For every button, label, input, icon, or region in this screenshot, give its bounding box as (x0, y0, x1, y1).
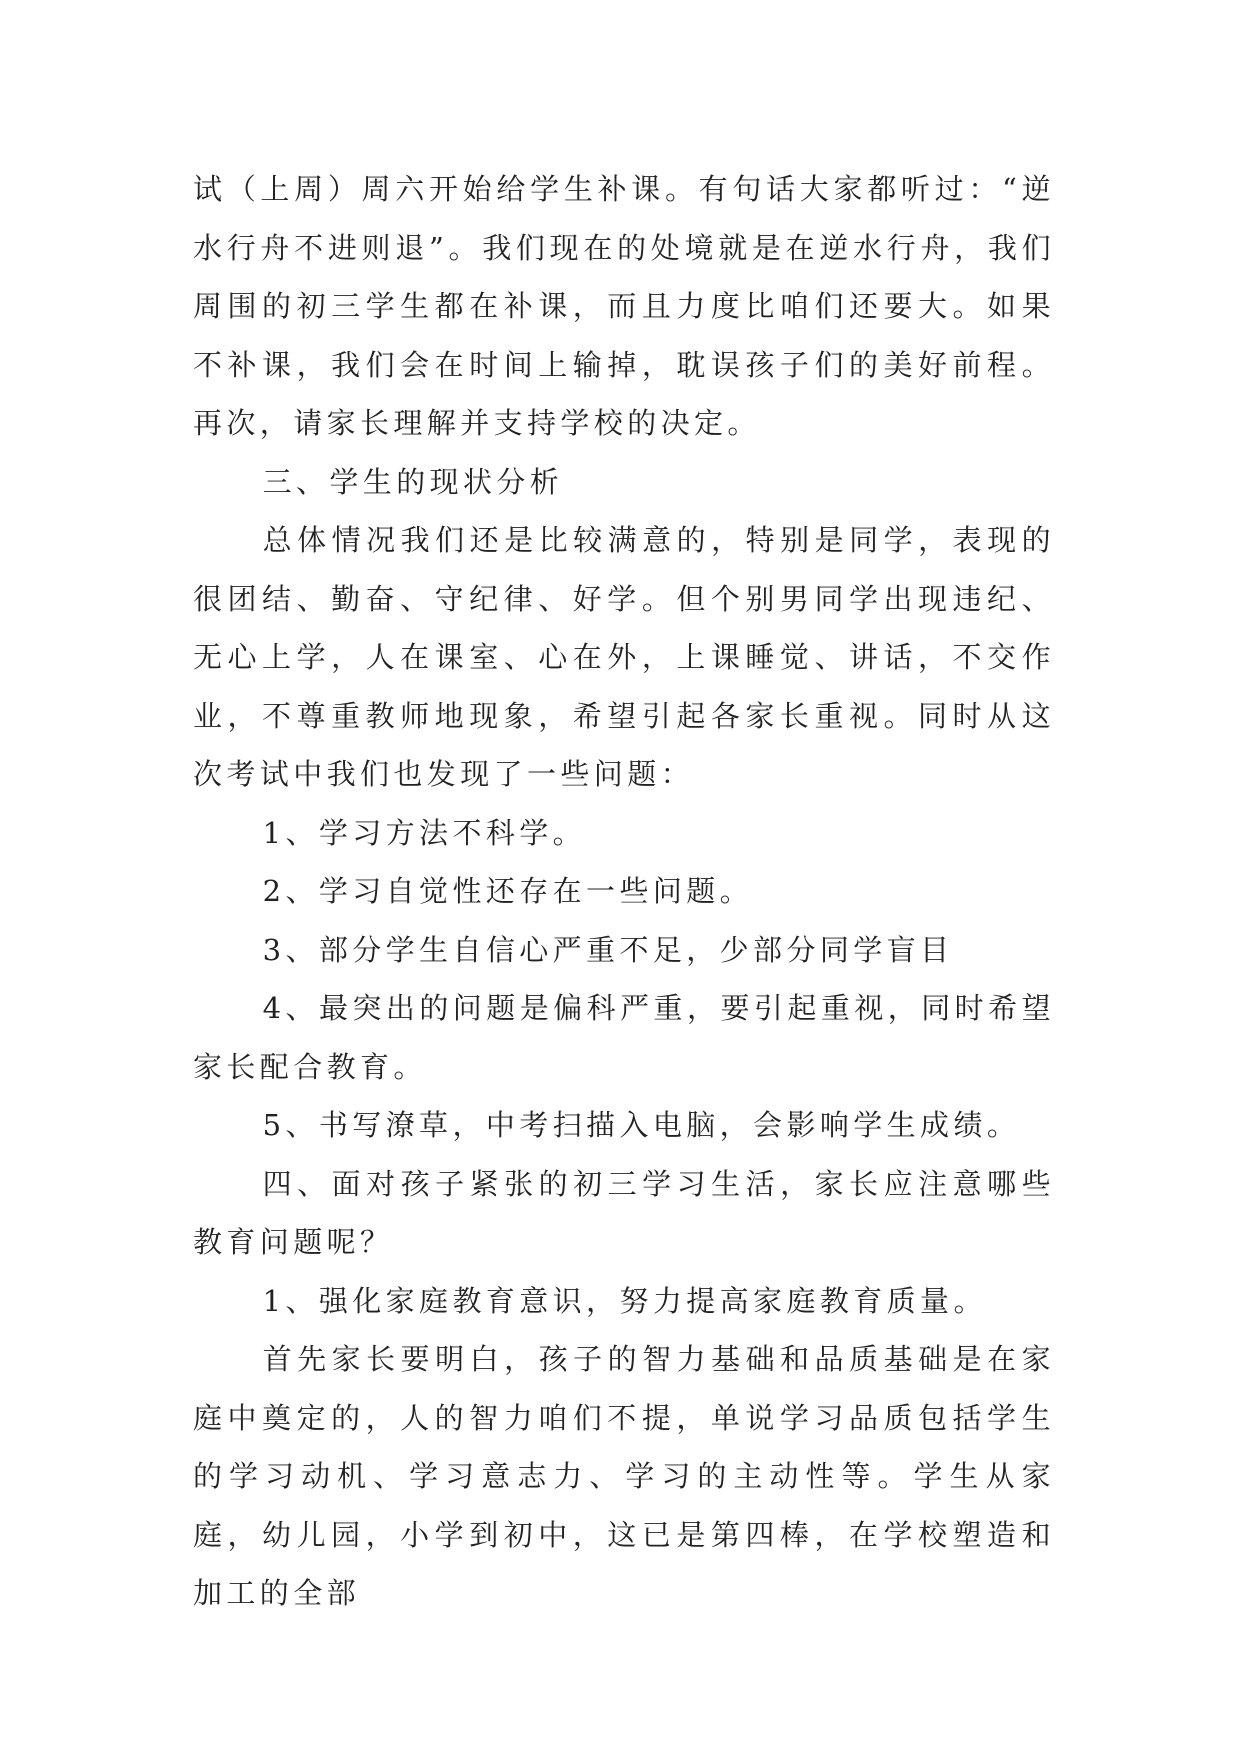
list-item: 4、最突出的问题是偏科严重，要引起重视，同时希望家长配合教育。 (193, 991, 1055, 1084)
section-heading-4: 四、面对孩子紧张的初三学习生活，家长应注意哪些教育问题呢？ (193, 1166, 1055, 1259)
document-body (193, 160, 1055, 1623)
subsection-heading: 1、强化家庭教育意识，努力提高家庭教育质量。 (262, 1283, 987, 1318)
list-item: 5、书写潦草，中考扫描入电脑，会影响学生成绩。 (262, 1108, 1021, 1142)
paragraph: 首先家长要明白，孩子的智力基础和品质基础是在家庭中奠定的，人的智力咱们不提，单说学习品质包括学生的学习动机、学习意志力、学习的主动性等。学生从家庭，幼儿园，小学到初中，这已是第四棒，在学校塑造和加工的全部 (193, 1342, 1055, 1610)
list-item: 2、学习自觉性还存在一些问题。 (262, 874, 754, 908)
list-item: 1、学习方法不科学。 (262, 815, 587, 850)
paragraph: 总体情况我们还是比较满意的，特别是同学，表现的很团结、勤奋、守纪律、好学。但个别男同学出现违纪、无心上学，人在课室、心在外，上课睡觉、讲话，不交作业，不尊重教师地现象，希望引起各家长重视。同时从这次考试中我们也发现了一些问题： (193, 523, 1055, 791)
list-item: 3、部分学生自信心严重不足，少部分同学盲目 (262, 932, 954, 967)
paragraph-continuation: 试（上周）周六开始给学生补课。有句话大家都听过：“逆水行舟不进则退”。我们现在的处境就是在逆水行舟，我们周围的初三学生都在补课，而且力度比咱们还要大。如果不补课，我们会在时间上输掉，耽误孩子们的美好前程。再次，请家长理解并支持学校的决定。 (193, 172, 1055, 440)
section-heading-3: 三、学生的现状分析 (262, 464, 564, 499)
